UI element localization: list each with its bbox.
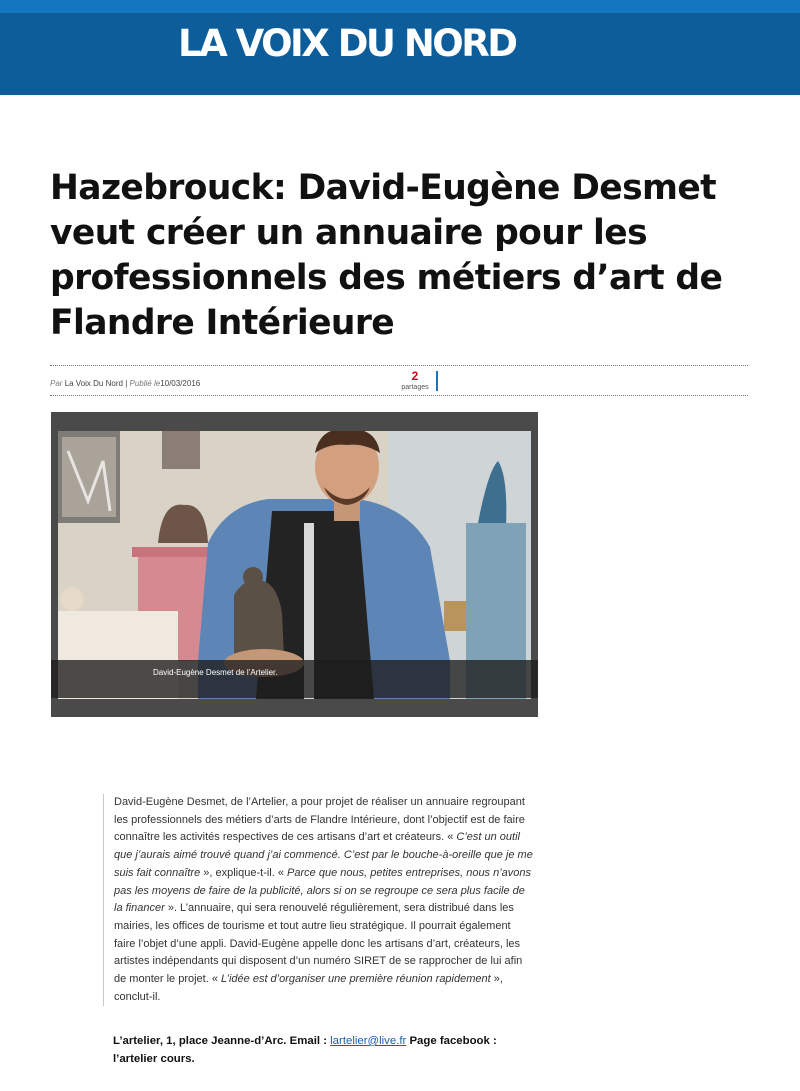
contact-address: L’artelier, 1, place Jeanne-d’Arc. Email : [113, 1035, 331, 1047]
share-label: partages [401, 384, 429, 391]
article-title: Hazebrouck: David-Eugène Desmet veut créer un annuaire pour les professionnels des métiers d’art de Flandre Intérieure [50, 168, 723, 343]
photo-caption-bar [51, 660, 538, 698]
byline-date: 10/03/2016 [160, 379, 201, 388]
body-text-1: David-Eugène Desmet, de l’Artelier, a pour projet de réaliser un annuaire regroupant les professionnels des métiers d’arts de Flandre Intérieure, dont l’objectif est de faire connaître les activités respectives de ces artisans d’art et créateurs. « [114, 796, 525, 844]
byline-by-label: Par [50, 379, 63, 388]
byline-published-label: Publié le [129, 379, 161, 388]
body-text-4: », conclut-il. [114, 973, 503, 1003]
share-divider [436, 371, 438, 391]
header-stripe [0, 0, 800, 13]
contact-info [113, 1033, 533, 1068]
article-meta [50, 365, 748, 396]
photo-caption: David-Eugène Desmet de l’Artelier. [153, 668, 278, 677]
site-logo[interactable]: LA VOIX DU NORD [178, 22, 516, 65]
byline-author[interactable]: La Voix Du Nord [64, 379, 123, 388]
byline [50, 379, 200, 388]
body-quote-2: Parce que nous, petites entreprises, nous n’avons pas les moyens de faire de la publicité, alors si on se regroupe ce sera plus facile de la financer [114, 866, 532, 915]
share-counter[interactable] [396, 370, 434, 392]
body-quote-1: C’est un outil que j’aurais aimé trouvé quand j’ai commencé. C’est par le bouche-à-oreille que je me suis fait connaître [114, 831, 533, 879]
contact-facebook: Page facebook : l’artelier cours. [113, 1035, 497, 1065]
article-body [103, 794, 535, 1006]
contact-email-link[interactable]: lartelier@live.fr [330, 1035, 407, 1047]
article-photo-frame [51, 412, 538, 717]
body-text-3: ». L’annuaire, qui sera renouvelé régulièrement, sera distribué dans les mairies, les offices de tourisme et tout autre lieu stratégique. Il pourrait également faire l’objet d’une appli. David-Eugène appelle donc les artisans d’art, créateurs, les artistes indépendants qui disposent d’un numéro SIRET de se rapprocher de lui afin de monter le projet. « [114, 902, 523, 986]
body-text-2: », explique-t-il. « [200, 866, 288, 879]
share-count: 2 [411, 369, 419, 383]
body-quote-3: L’idée est d’organiser une première réunion rapidement [221, 973, 491, 986]
byline-separator: | [125, 379, 128, 388]
article-paragraph [114, 794, 535, 1006]
site-header [0, 0, 800, 95]
article-photo[interactable] [58, 431, 531, 699]
photo-illustration [58, 431, 531, 699]
